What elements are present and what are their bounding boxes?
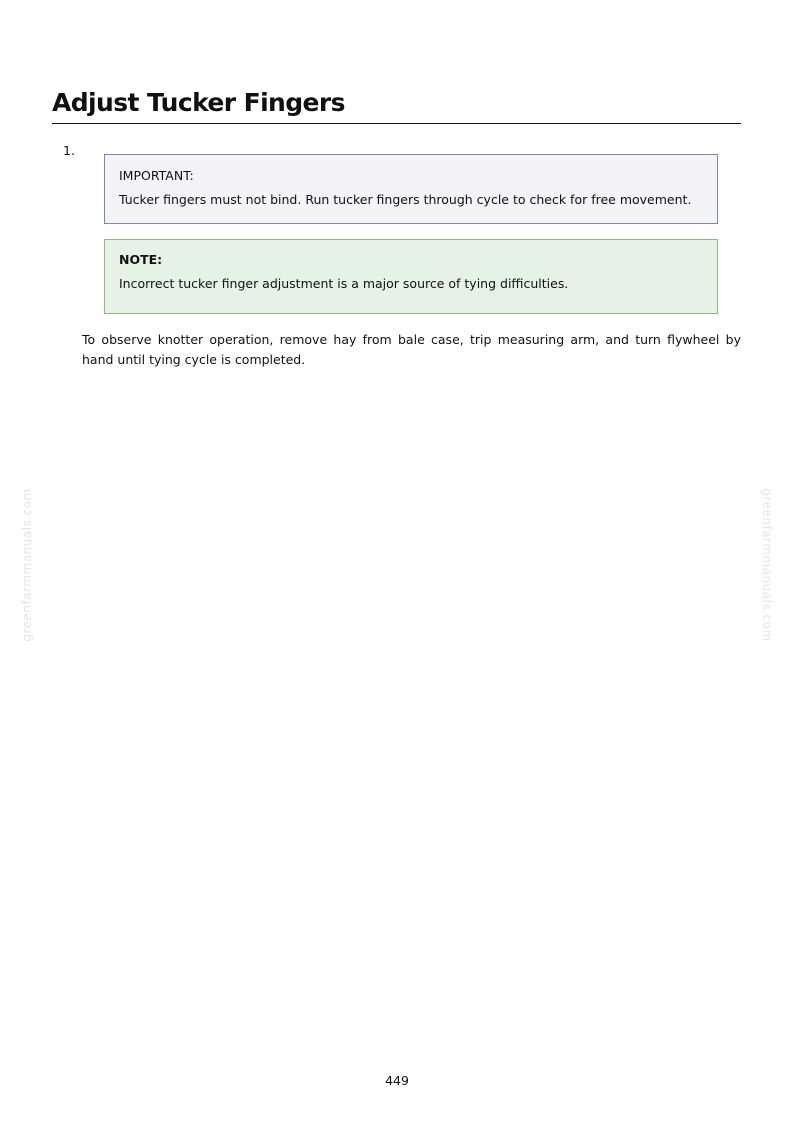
watermark-right: greenfarmmanuals.com	[760, 488, 774, 642]
note-heading: NOTE:	[119, 252, 163, 267]
step-number: 1.	[63, 143, 75, 158]
watermark-left: greenfarmmanuals.com	[20, 488, 34, 642]
page-number: 449	[385, 1073, 409, 1088]
note-callout	[104, 239, 718, 314]
note-text: Incorrect tucker finger adjustment is a major source of tying difficulties.	[119, 276, 569, 291]
important-callout	[104, 154, 718, 224]
instruction-paragraph: To observe knotter operation, remove hay from bale case, trip measuring arm, and turn flywheel by hand until tying cycle is completed.	[82, 332, 741, 367]
page-title: Adjust Tucker Fingers	[52, 86, 741, 124]
important-heading: IMPORTANT:	[119, 168, 194, 183]
important-text: Tucker fingers must not bind. Run tucker fingers through cycle to check for free movement.	[119, 192, 692, 207]
